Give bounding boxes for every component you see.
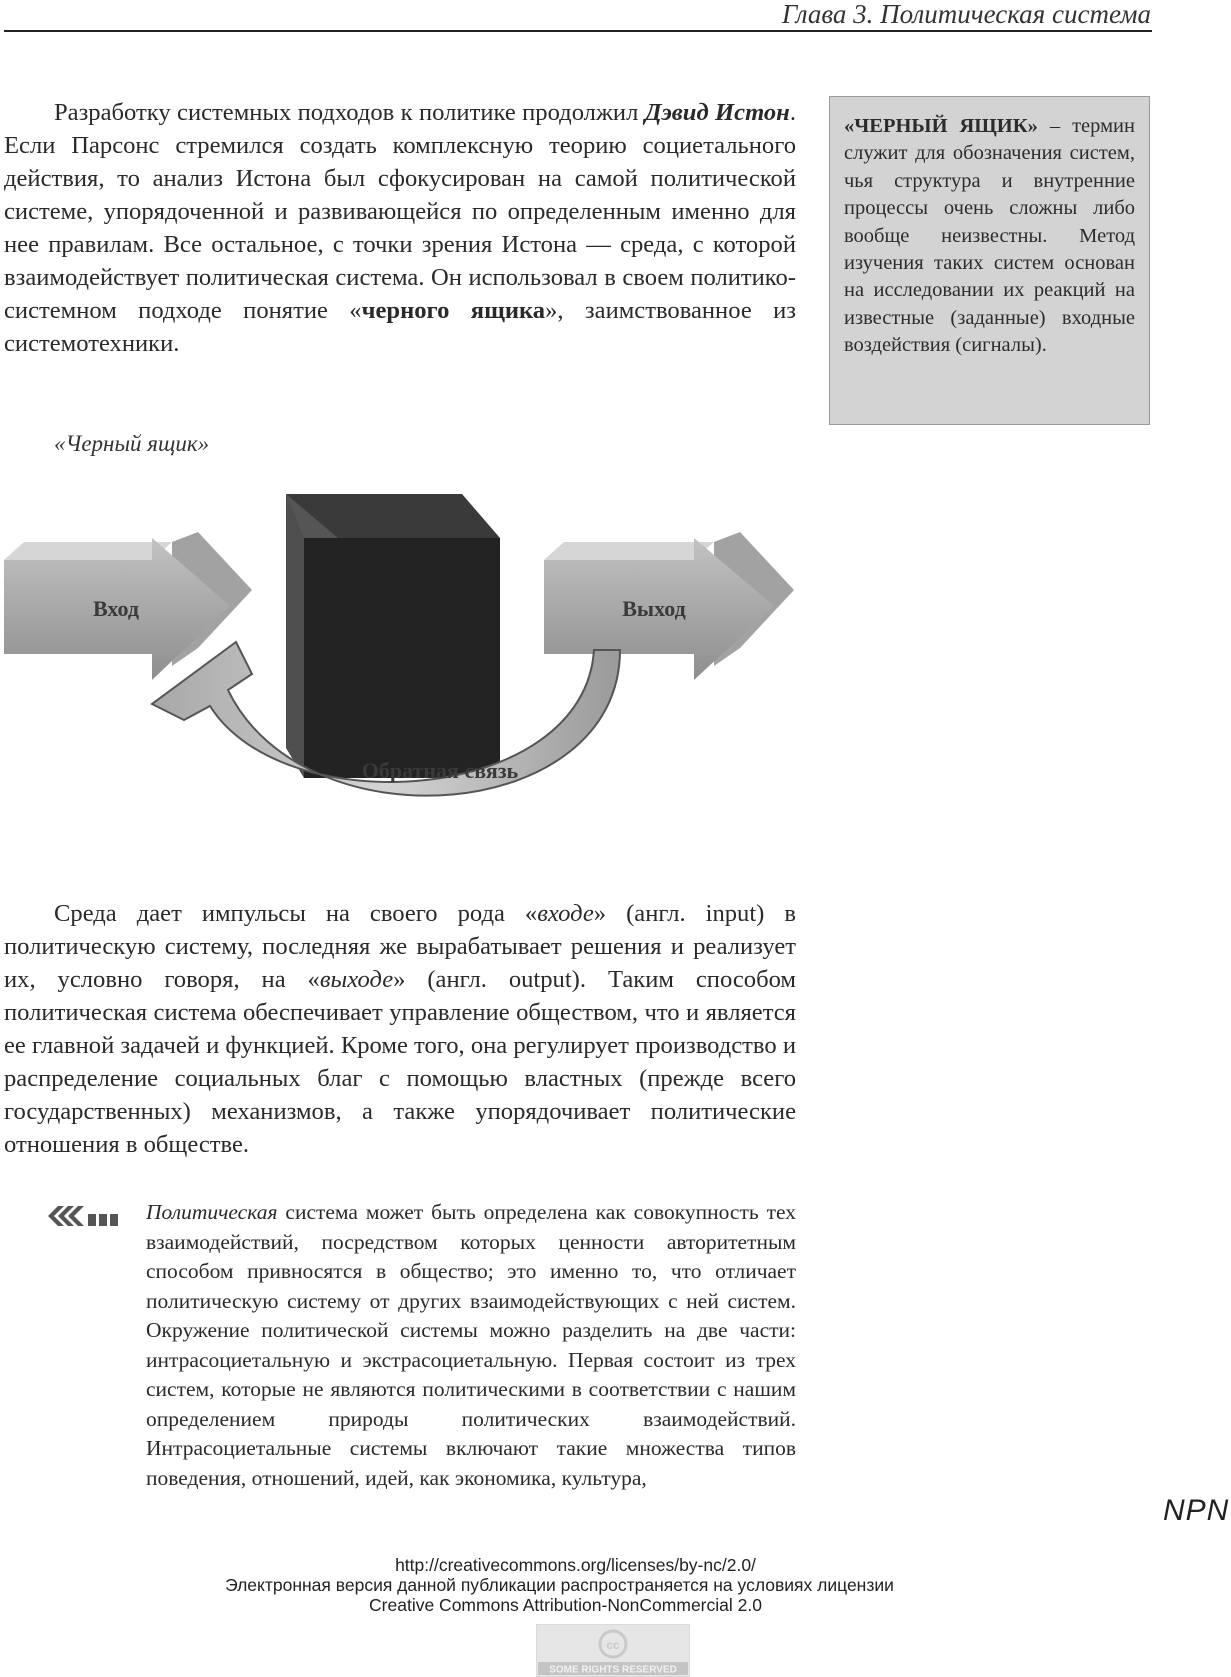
para1-text-3: », заимствованное из системотехники. <box>4 297 796 357</box>
license-notice: Электронная версия данной публикации распространяется на условиях лицензии <box>225 1575 894 1595</box>
svg-text:cc: cc <box>606 1638 620 1652</box>
black-box-term: черного ящика <box>361 297 546 324</box>
output-term: выходе <box>319 966 394 993</box>
header-rule <box>4 30 1152 32</box>
para2-text-1: Среда дает импульсы на своего рода « <box>54 900 538 927</box>
black-box-diagram <box>4 494 800 848</box>
sidebar-term: «ЧЕРНЫЙ ЯЩИК» <box>844 115 1038 137</box>
author-name: Дэвид Истон <box>644 99 790 126</box>
paragraph-intro <box>4 96 796 360</box>
paragraph-environment <box>4 897 796 1161</box>
para2-text-2: » (англ. input) в политическую систему, последняя же вырабатывает решения и реализует их, условно говоря, на « <box>4 900 796 993</box>
figure-caption: «Черный ящик» <box>54 431 210 456</box>
sidebar-text: – термин служит для обозначения систем, чья структура и внутренние процессы очень сложны либо вообще неизвестны. Метод изучения таких систем основан на исследовании их реакций на известные (заданные) входные воздействия (сигналы). <box>844 115 1135 357</box>
input-label: Вход <box>92 596 140 621</box>
para1-text-2: . Если Парсонс стремился создать комплексную теорию социетального действия, то анализ Истона был сфокусирован на самой политической системе, упорядоченной и развивающейся по определенным именно для нее правилам. Все остальное, с точки зрения Истона — среда, с которой взаимодействует политическая система. Он использовал в своем политико-системном подходе понятие « <box>4 99 796 324</box>
license-name: Creative Commons Attribution-NonCommercial 2.0 <box>369 1595 762 1615</box>
definition-text: система может быть определена как совокупность тех взаимодействий, посредством которых ценности авторитетным способом привносятся в общество; это именно то, что отличает политическую систему от других взаимодействующих с ней систем. Окружение политической системы можно разделить на две части: интрасоциетальную и экстрасоциетальную. Первая состоит из трех систем, которые не являются политическими в соответствии с нашим определением природы политических взаимодействий. Интрасоциетальные системы включают такие множества типов поведения, отношений, идей, как экономика, культура, <box>146 1200 796 1490</box>
sidebar-definition-box <box>829 96 1150 425</box>
definition-marker-icon <box>46 1204 120 1228</box>
license-footer <box>0 1555 1231 1615</box>
cc-license-badge[interactable] <box>536 1624 690 1677</box>
output-arrow <box>544 532 794 680</box>
para1-text-1: Разработку системных подходов к политике продолжил <box>54 99 645 126</box>
side-watermark: NPN <box>1163 1494 1230 1527</box>
definition-block <box>146 1198 796 1493</box>
running-header: Глава 3. Политическая система <box>781 0 1151 29</box>
input-term: входе <box>537 900 594 927</box>
black-box-cube <box>286 494 500 778</box>
license-url-link[interactable]: http://creativecommons.org/licenses/by-nc/2.0/ <box>395 1555 756 1575</box>
definition-term: Политическая <box>146 1200 278 1224</box>
feedback-label: Обратная связь <box>361 758 519 783</box>
badge-text: SOME RIGHTS RESERVED <box>549 1664 677 1676</box>
output-label: Выход <box>622 596 686 621</box>
para2-text-3: » (англ. output). Таким способом политическая система обеспечивает управление обществом, что и является ее главной задачей и функцией. Кроме того, она регулирует производство и распределение социальных благ с помощью властных (прежде всего государственных) механизмов, а также упорядочивает политические отношения в обществе. <box>4 966 796 1158</box>
